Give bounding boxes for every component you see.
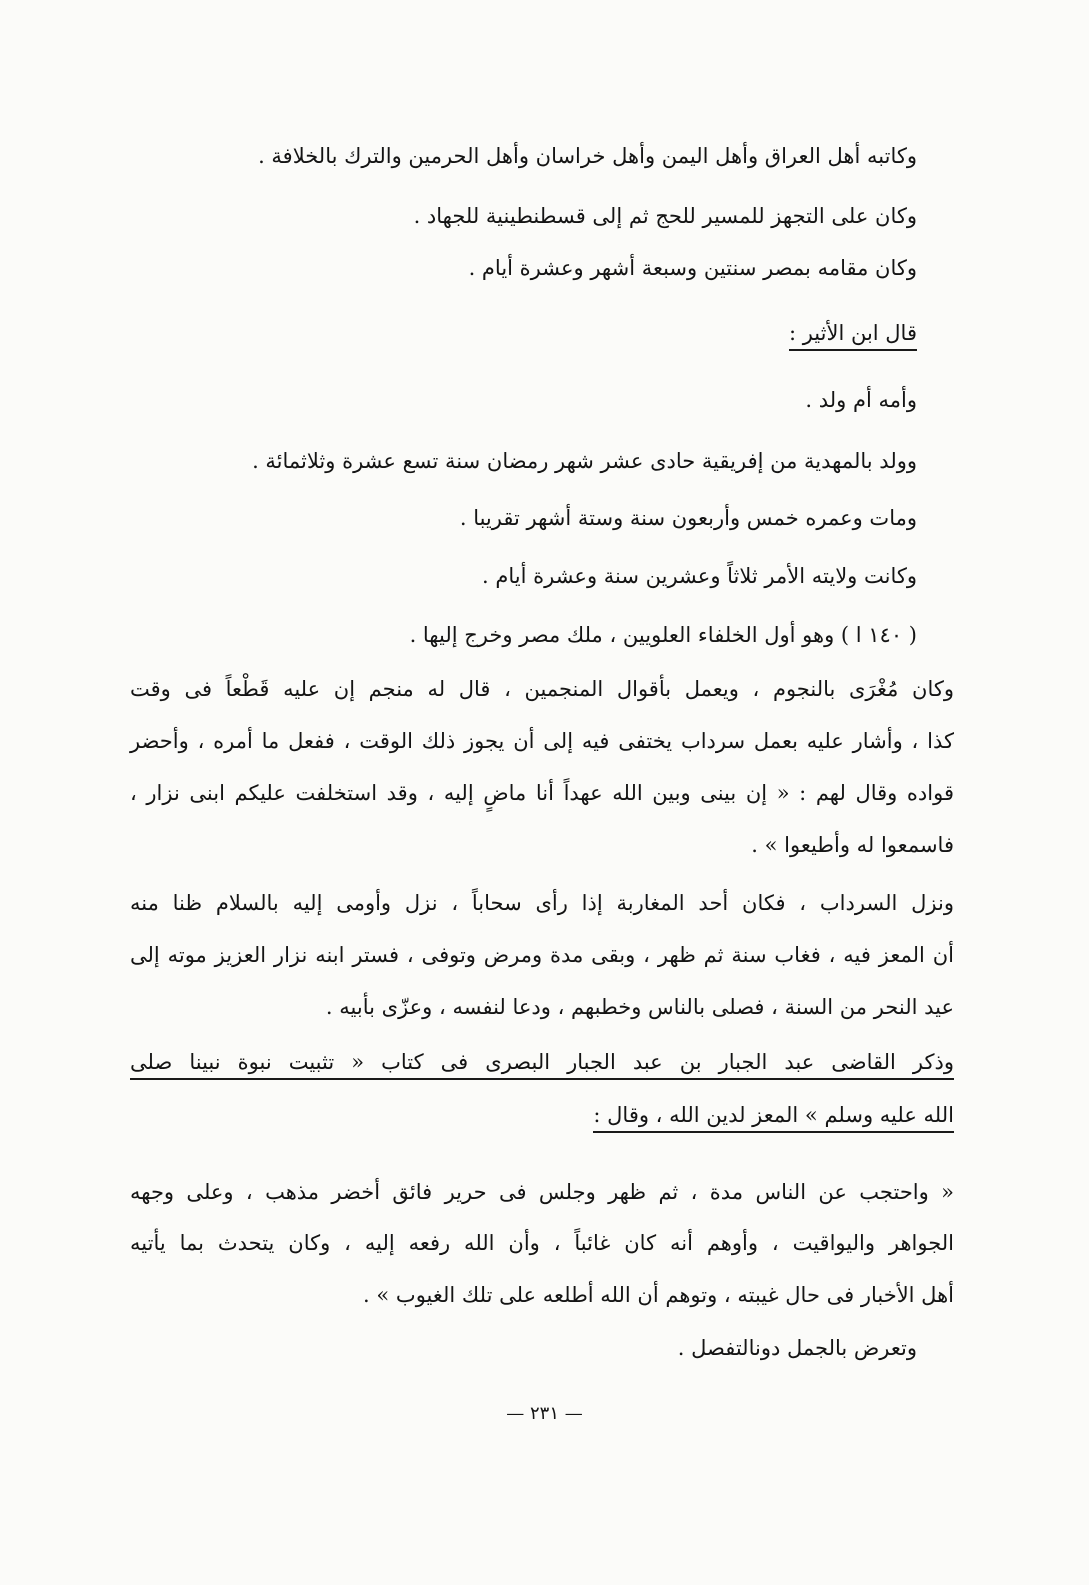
text-line: وكان على التجهز للمسير للحج ثم إلى قسطنطينية للجهاد . [413,204,917,228]
text-line: قواده وقال لهم : « إن بينى وبين الله عهداً أنا ماضٍ إليه ، وقد استخلفت عليكم ابنى نزار ، [130,781,954,805]
text-line: فاسمعوا له وأطيعوا » . [751,833,954,857]
quote-line: « واحتجب عن الناس مدة ، ثم ظهر وجلس فى حرير فائق أخضر مذهب ، وعلى وجهه [130,1180,954,1204]
underlined-line: الله عليه وسلم » المعز لدين الله ، وقال : [593,1105,954,1133]
text-line: عيد النحر من السنة ، فصلى بالناس وخطبهم ، ودعا لنفسه ، وعزّى بأبيه . [325,995,954,1019]
text-line: وكان مقامه بمصر سنتين وسبعة أشهر وعشرة أيام . [468,256,917,280]
text-line: وتعرض بالجمل دونالتفصل . [677,1336,917,1360]
text-line: وولد بالمهدية من إفريقية حادى عشر شهر رمضان سنة تسع عشرة وثلاثمائة . [252,449,917,473]
text-line: وكانت ولايته الأمر ثلاثاً وعشرين سنة وعشرة أيام . [482,564,917,588]
section-heading: قال ابن الأثير : [789,323,917,351]
quote-line: أهل الأخبار فى حال غيبته ، وتوهم أن الله أطلعه على تلك الغيوب » . [363,1283,954,1307]
text-line: وكان مُغْرَى بالنجوم ، ويعمل بأقوال المنجمين ، قال له منجم إن عليه قَطْعاً فى وقت [130,677,954,701]
text-line: ومات وعمره خمس وأربعون سنة وستة أشهر تقريبا . [459,506,917,530]
text-line: وأمه أم ولد . [805,388,917,412]
text-line: ( ١٤٠ ا ) وهو أول الخلفاء العلويين ، ملك مصر وخرج إليها . [409,623,917,647]
text-line: وكاتبه أهل العراق وأهل اليمن وأهل خراسان وأهل الحرمين والترك بالخلافة . [258,144,917,168]
quote-line: الجواهر واليواقيت ، وأوهم أنه كان غائباً ، وأن الله رفعه إليه ، وكان يتحدث بما يأتيه [130,1231,954,1255]
text-line: كذا ، وأشار عليه بعمل سرداب يختفى فيه إلى أن يجوز ذلك الوقت ، ففعل ما أمره ، وأحضر [130,729,954,753]
text-line: ونزل السرداب ، فكان أحد المغاربة إذا رأى سحاباً ، نزل وأومى إليه بالسلام ظنا منه [130,891,954,915]
page-number: — ٢٣١ — [506,1403,583,1424]
text-line: أن المعز فيه ، فغاب سنة ثم ظهر ، وبقى مدة ومرض وتوفى ، فستر ابنه نزار العزيز موته إلى [130,943,954,967]
underlined-line: وذكر القاضى عبد الجبار بن عبد الجبار البصرى فى كتاب « تثبيت نبوة نبينا صلى [130,1052,954,1080]
